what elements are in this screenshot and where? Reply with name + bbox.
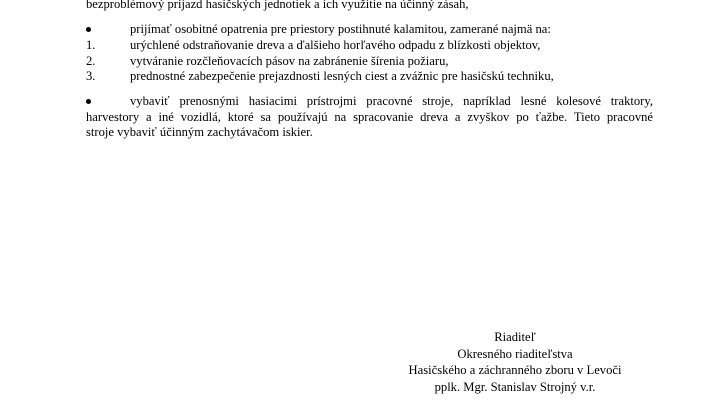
signature-org-line-2: Hasičského a záchranného zboru v Levoči: [408, 363, 622, 377]
numbered-item-number: 3.: [86, 69, 96, 83]
bullet-2-line-1: vybaviť prenosnými hasiacimi prístrojmi pracovné stroje, napríklad lesné kolesové traktory,: [130, 94, 653, 108]
signature-name: pplk. Mgr. Stanislav Strojný v.r.: [434, 379, 596, 394]
signature-org-line-1: Okresného riaditeľstva: [457, 346, 573, 361]
bullet-marker: [86, 22, 91, 38]
bullet-dot-icon: [86, 27, 91, 32]
numbered-item-number: 1.: [86, 38, 96, 52]
bullet-2-line-3: stroje vybaviť účinným zachytávačom iskier.: [86, 125, 313, 139]
top-line: bezproblémový príjazd hasičských jednotiek a ich využitie na účinný zásah,: [86, 0, 469, 11]
numbered-item-text: prednostné zabezpečenie prejazdnosti lesných ciest a zvážnic pre hasičskú techniku,: [130, 69, 554, 83]
bullet-2-line-2: harvestory a iné vozidlá, ktoré sa používajú na spracovanie dreva a zvyškov po ťažbe. Tieto pracovné: [86, 109, 653, 124]
numbered-item-text: urýchlené odstraňovanie dreva a ďalšieho horľavého odpadu z blízkosti objektov,: [130, 38, 541, 52]
numbered-item-text: vytváranie rozčleňovacích pásov na zabránenie šírenia požiaru,: [130, 54, 449, 68]
bullet-1-text: prijímať osobitné opatrenia pre priestory postihnuté kalamitou, zamerané najmä na:: [130, 22, 551, 36]
signature-title: Riaditeľ: [494, 330, 536, 344]
numbered-item-number: 2.: [86, 54, 96, 68]
bullet-2-paragraph: [86, 94, 653, 141]
signature-block: [380, 330, 650, 396]
